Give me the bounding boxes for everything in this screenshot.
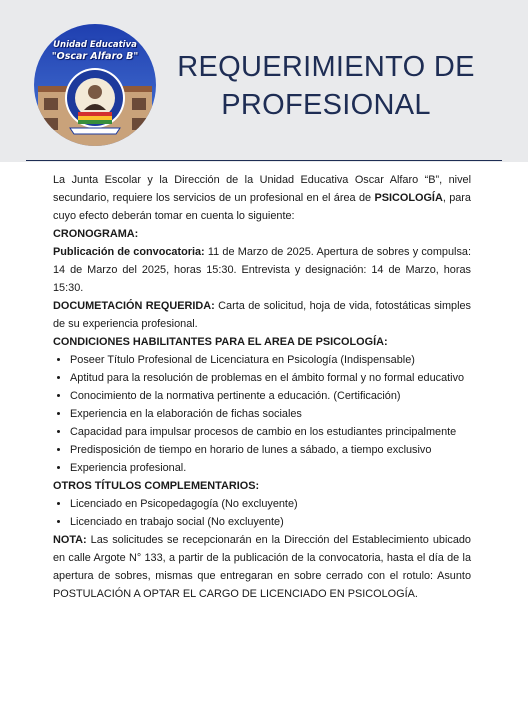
document-body: [53, 171, 471, 603]
list-item: • Conocimiento de la normativa pertinente a educación. (Certificación): [70, 387, 471, 405]
list-item: • Poseer Título Profesional de Licenciatura en Psicología (Indispensable): [70, 351, 471, 369]
intro-area: PSICOLOGÍA: [374, 192, 443, 204]
cronograma-heading: CRONOGRAMA:: [53, 228, 139, 240]
documentacion-text: Carta de solicitud, hoja de vida, fotostáticas simples de su experiencia profesional.: [53, 300, 471, 330]
list-item: • Licenciado en Psicopedagogía (No excluyente): [70, 495, 471, 513]
header-divider: [26, 160, 502, 161]
logo-text-line2: "Oscar Alfaro B": [51, 51, 139, 62]
intro-paragraph: [53, 171, 471, 225]
documentacion-label: DOCUMETACIÓN REQUERIDA:: [53, 300, 215, 312]
title-line-1: REQUERIMIENTO DE: [177, 51, 475, 83]
otros-list: [53, 495, 471, 531]
cronograma-text: 11 de Marzo de 2025. Apertura de sobres y compulsa: 14 de Marzo del 2025, horas 15:30. Entrevista y designación: 14 de Marzo, horas 15:30.: [53, 246, 471, 294]
nota-text: Las solicitudes se recepcionarán en la Dirección del Establecimiento ubicado en calle Argote N° 133, a partir de la publicación de la convocatoria, hasta el día de la apertura de sobres, mismas que entregaran en sobre cerrado con el rotulo: Asunto POSTULACIÓN A OPTAR EL CARGO DE LICENCIADO EN PSICOLOGÍA.: [53, 534, 471, 600]
intro-text: La Junta Escolar y la Dirección de la Unidad Educativa Oscar Alfaro “B”, nivel secundario, requiere los servicios de un profesional en el área de: [53, 174, 471, 204]
list-item: • Predisposición de tiempo en horario de lunes a sábado, a tiempo exclusivo: [70, 441, 471, 459]
list-item: • Capacidad para impulsar procesos de cambio en los estudiantes principalmente: [70, 423, 471, 441]
condiciones-list: [53, 351, 471, 477]
list-item: • Aptitud para la resolución de problemas en el ámbito formal y no formal educativo: [70, 369, 471, 387]
list-item: • Licenciado en trabajo social (No excluyente): [70, 513, 471, 531]
school-logo: [34, 24, 156, 146]
title-line-2: PROFESIONAL: [221, 89, 431, 121]
documentacion-paragraph: [53, 297, 471, 333]
cronograma-label: Publicación de convocatoria:: [53, 246, 205, 258]
list-item: • Experiencia profesional.: [70, 459, 471, 477]
logo-text-line1: Unidad Educativa: [53, 40, 137, 50]
page-title: [176, 48, 476, 124]
intro-text-end: , para cuyo efecto deberán tomar en cuenta lo siguiente:: [53, 192, 471, 222]
cronograma-paragraph: [53, 243, 471, 297]
nota-paragraph: [53, 531, 471, 603]
otros-heading: OTROS TÍTULOS COMPLEMENTARIOS:: [53, 480, 260, 492]
list-item: • Experiencia en la elaboración de fichas sociales: [70, 405, 471, 423]
nota-label: NOTA:: [53, 534, 87, 546]
condiciones-heading: CONDICIONES HABILITANTES PARA EL AREA DE PSICOLOGÍA:: [53, 336, 388, 348]
